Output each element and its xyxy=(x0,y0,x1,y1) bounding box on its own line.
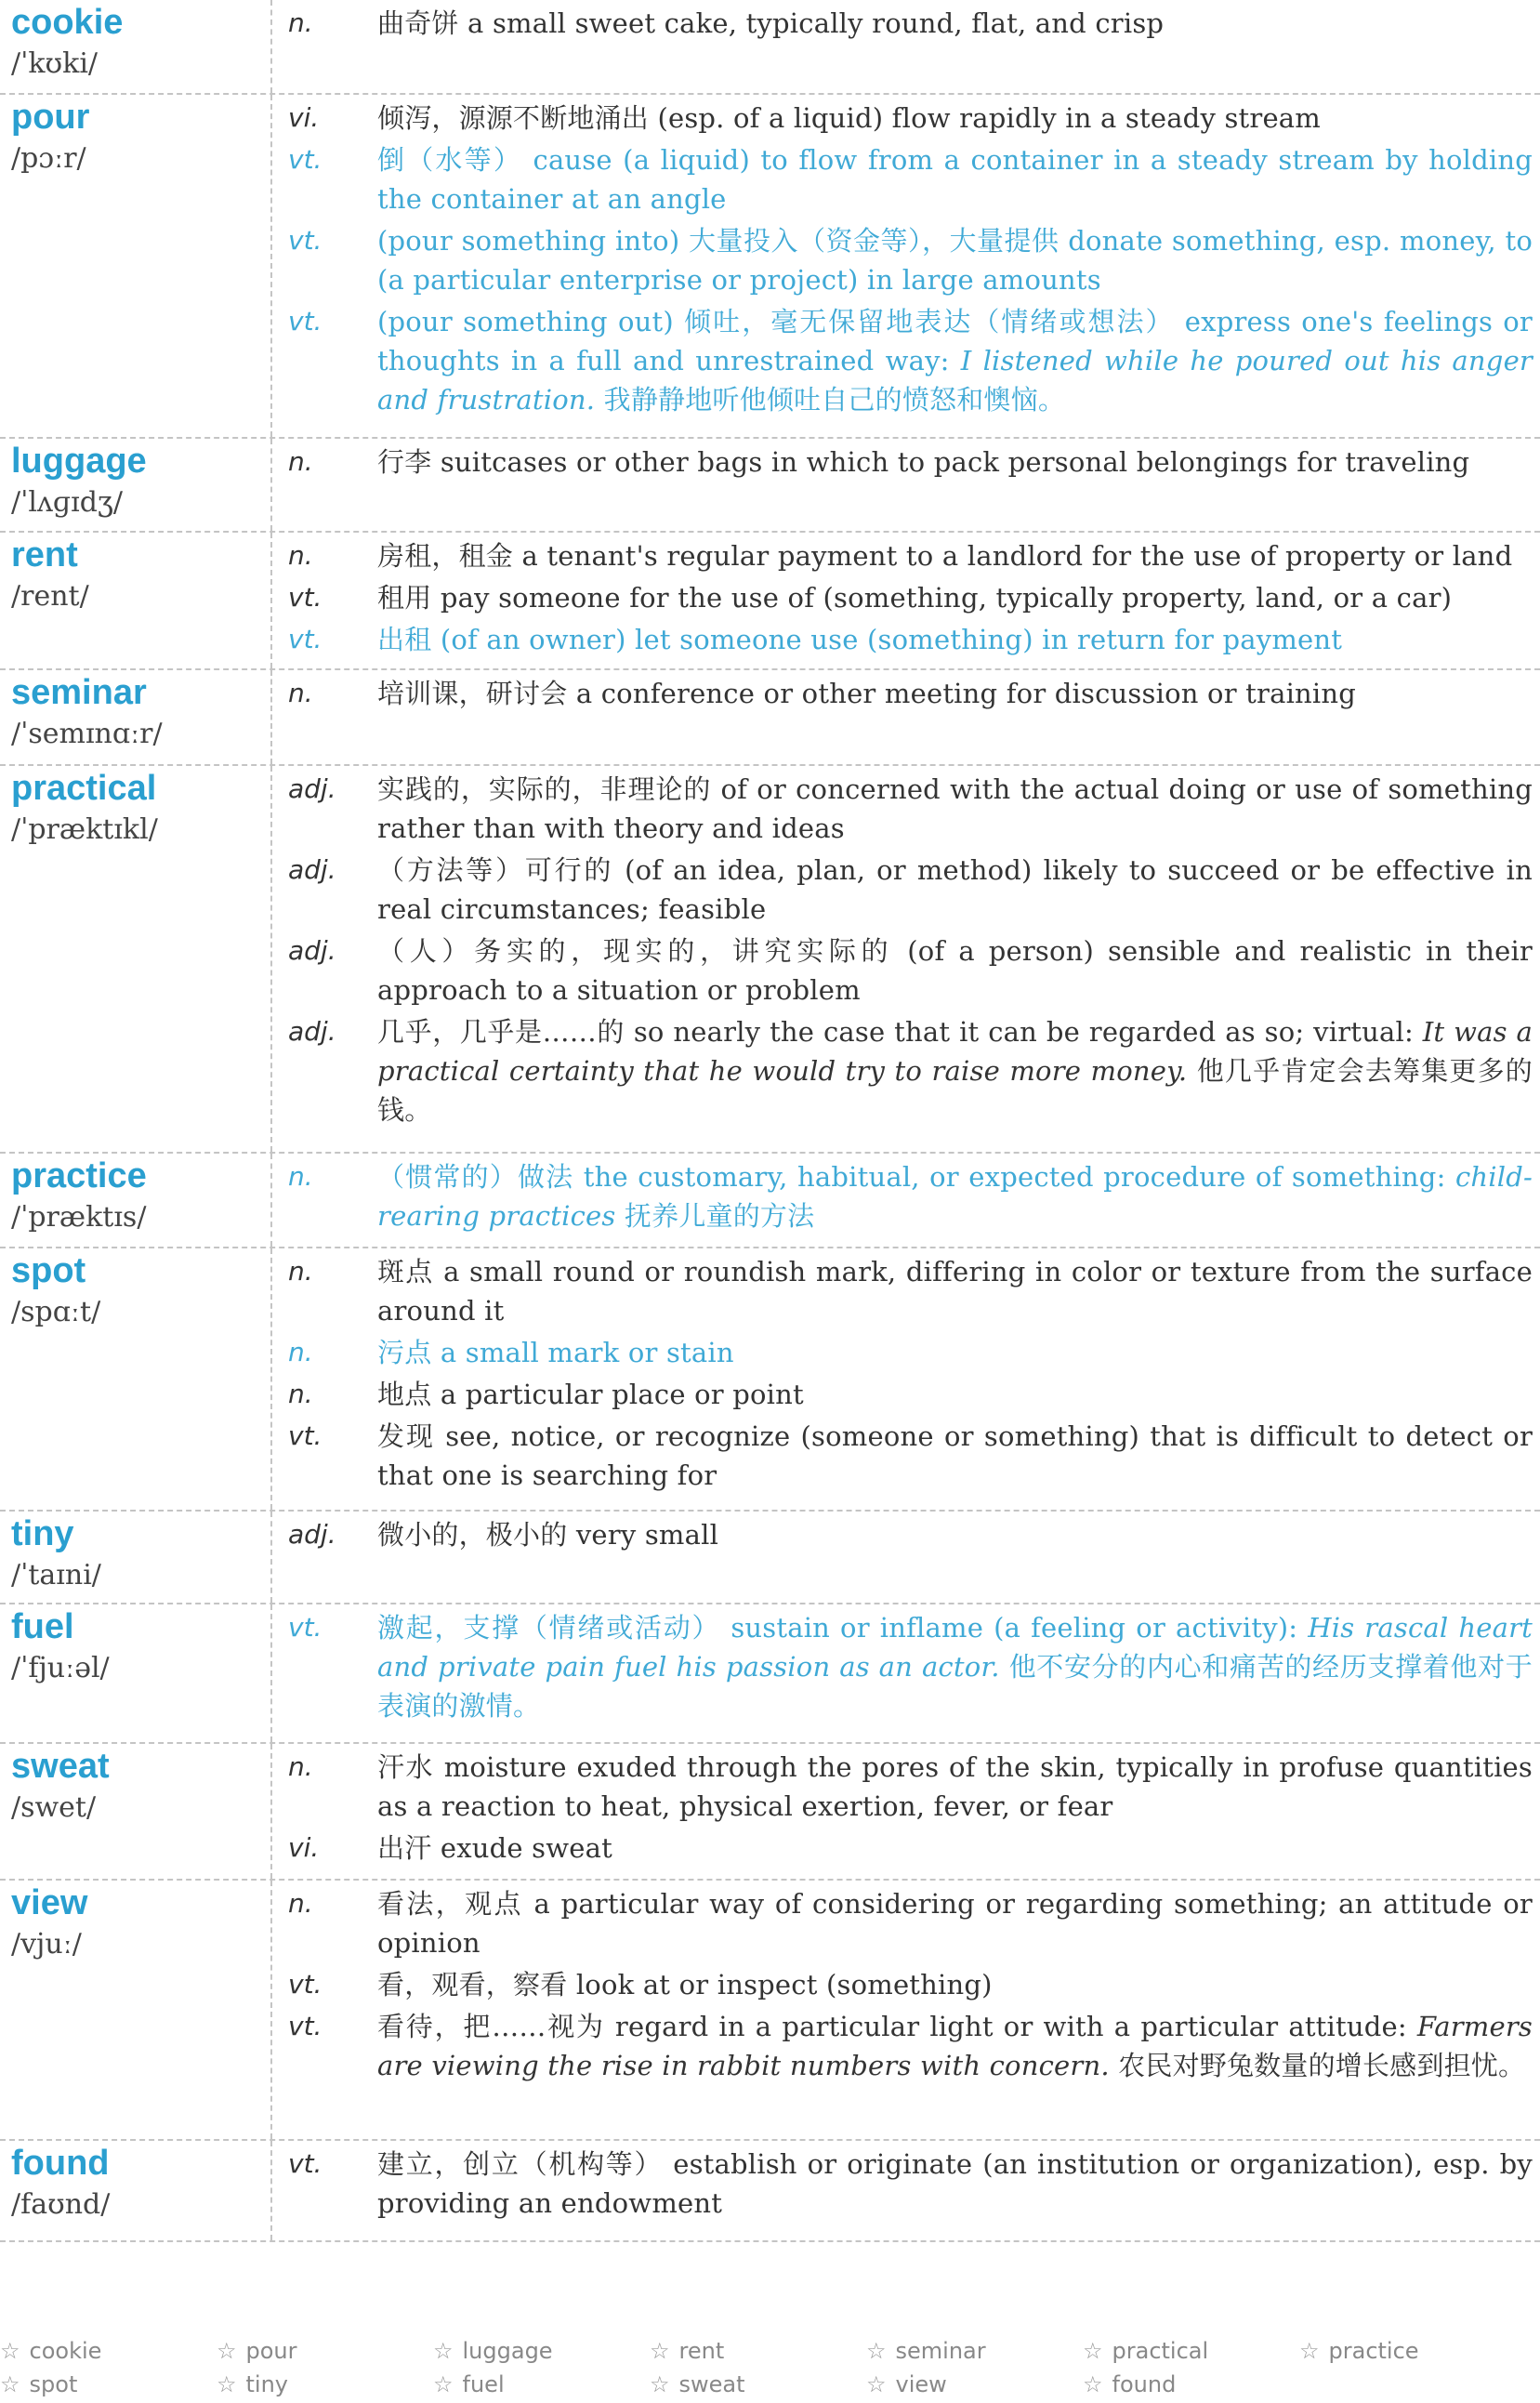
footer-word-label: cookie xyxy=(29,2338,102,2364)
footer-word-label: fuel xyxy=(462,2371,505,2397)
definition-text xyxy=(377,1829,1533,1868)
definitions-cell xyxy=(272,1154,1540,1247)
example-sentence: His rascal heart and private pain fuel his passion as an actor. xyxy=(377,1612,1533,1683)
definitions-cell xyxy=(272,1744,1540,1879)
entry-tiny xyxy=(0,1512,1540,1604)
footer-row2 xyxy=(0,2369,1540,2402)
entry-view xyxy=(0,1881,1540,2141)
footer-word[interactable] xyxy=(650,2335,866,2369)
entry-seminar xyxy=(0,670,1540,766)
definition-en: the customary, habitual, or expected procedure of something: xyxy=(583,1161,1446,1193)
footer-word-label: spot xyxy=(29,2371,78,2397)
part-of-speech: n. xyxy=(288,446,313,477)
definitions-cell xyxy=(272,766,1540,1152)
definition-text xyxy=(377,851,1533,929)
part-of-speech: n. xyxy=(288,1379,313,1409)
phonetic: /ˈpræktɪkl/ xyxy=(11,813,158,846)
definition-en: a conference or other meeting for discussion or training xyxy=(575,678,1357,709)
phonetic: /ˈsemɪnɑːr/ xyxy=(11,718,163,750)
definition-en: suitcases or other bags in which to pack personal belongings for traveling xyxy=(440,446,1470,478)
definition-text xyxy=(377,1884,1533,1962)
sense-row xyxy=(288,1965,1533,2007)
footer-word[interactable] xyxy=(217,2369,433,2402)
definition-cn: 实践的，实际的，非理论的 xyxy=(377,773,712,805)
part-of-speech: vi. xyxy=(288,102,320,133)
definition-text xyxy=(377,99,1533,138)
definition-text xyxy=(377,2145,1533,2223)
definition-en: (of an owner) let someone use (something) in return for payment xyxy=(440,624,1343,655)
star-icon: ☆ xyxy=(217,2371,237,2397)
definition-cn: （方法等）可行的 xyxy=(377,854,614,886)
definition-en: donate something, esp. money, to (a particular enterprise or project) in large amounts xyxy=(377,225,1533,296)
entry-spot xyxy=(0,1248,1540,1512)
example-sentence: Farmers are viewing the rise in rabbit numbers with concern. xyxy=(377,2011,1533,2081)
footer-word-label: luggage xyxy=(462,2338,553,2364)
sense-row xyxy=(288,1515,1533,1557)
definition-text xyxy=(377,4,1533,43)
sense-row xyxy=(288,1375,1533,1417)
part-of-speech: vt. xyxy=(288,1420,322,1451)
definition-cn: 斑点 xyxy=(377,1256,434,1287)
definitions-cell xyxy=(272,1248,1540,1510)
definition-en: sustain or inflame (a feeling or activity): xyxy=(731,1612,1298,1644)
definition-en: see, notice, or recognize (someone or something) that is difficult to detect or that one is searching for xyxy=(377,1420,1533,1491)
headword: spot xyxy=(11,1251,86,1290)
definition-cn: 出汗 xyxy=(377,1832,432,1864)
star-icon: ☆ xyxy=(1083,2338,1103,2364)
sense-row xyxy=(288,442,1533,484)
sense-row xyxy=(288,674,1533,716)
word-index-footer xyxy=(0,2335,1540,2403)
footer-word[interactable] xyxy=(1083,2335,1299,2369)
definition-cn: 激起，支撑（情绪或活动） xyxy=(377,1612,721,1644)
star-icon: ☆ xyxy=(650,2338,670,2364)
headword-cell xyxy=(0,1881,272,2139)
definition-en: very small xyxy=(575,1519,719,1551)
sense-row xyxy=(288,1884,1533,1965)
phonetic: /ˈpræktɪs/ xyxy=(11,1201,147,1234)
definition-en: exude sweat xyxy=(440,1832,612,1864)
star-icon: ☆ xyxy=(433,2338,454,2364)
definition-cn: 曲奇饼 xyxy=(377,7,459,39)
part-of-speech: vt. xyxy=(288,1969,322,2000)
definition-cn: （人）务实的，现实的，讲究实际的 xyxy=(377,935,894,967)
definition-cn: 污点 xyxy=(377,1337,432,1368)
definition-en: moisture exuded through the pores of the skin, typically in profuse quantities as a reaction to heat, physical exertion, fever, or fear xyxy=(377,1751,1533,1822)
star-icon: ☆ xyxy=(1083,2371,1103,2397)
phonetic: /ˈkʊki/ xyxy=(11,47,99,80)
definition-en: pay someone for the use of (something, typically property, land, or a car) xyxy=(440,582,1453,614)
definition-en: (of an idea, plan, or method) likely to succeed or be effective in real circumstances; feasible xyxy=(377,854,1533,925)
definition-en: cause (a liquid) to flow from a container in a steady stream by holding the container at an angle xyxy=(377,144,1533,215)
definition-en: a small round or roundish mark, differing in color or texture from the surface around it xyxy=(377,1256,1533,1327)
definition-en: a tenant's regular payment to a landlord for the use of property or land xyxy=(521,540,1513,572)
headword: seminar xyxy=(11,673,147,712)
sense-row xyxy=(288,1333,1533,1375)
headword: practical xyxy=(11,769,157,808)
headword: view xyxy=(11,1883,88,1922)
sense-row xyxy=(288,1608,1533,1728)
example-sentence: child-rearing practices xyxy=(377,1161,1533,1232)
entry-practical xyxy=(0,766,1540,1154)
phonetic: /faʊnd/ xyxy=(11,2188,111,2221)
sense-row xyxy=(288,1748,1533,1829)
definition-cn: (pour something out) 倾吐，毫无保留地表达（情绪或想法） xyxy=(377,306,1175,337)
definitions-cell xyxy=(272,2141,1540,2240)
headword: pour xyxy=(11,98,90,137)
footer-word[interactable] xyxy=(0,2369,217,2402)
footer-word-label: tiny xyxy=(245,2371,289,2397)
part-of-speech: n. xyxy=(288,678,313,708)
footer-word-label: rent xyxy=(678,2338,725,2364)
part-of-speech: vt. xyxy=(288,624,322,654)
footer-word[interactable] xyxy=(0,2335,217,2369)
definition-cn: 微小的，极小的 xyxy=(377,1519,568,1551)
star-icon: ☆ xyxy=(0,2338,20,2364)
phonetic: /spɑːt/ xyxy=(11,1296,101,1328)
part-of-speech: adj. xyxy=(288,854,336,885)
definition-en: (esp. of a liquid) flow rapidly in a steady stream xyxy=(657,102,1321,134)
footer-word[interactable] xyxy=(650,2369,866,2402)
sense-row xyxy=(288,1157,1533,1238)
phonetic: /rent/ xyxy=(11,580,89,613)
footer-word-label: practice xyxy=(1328,2338,1419,2364)
entry-rent xyxy=(0,533,1540,670)
definition-text xyxy=(377,221,1533,299)
sense-row xyxy=(288,770,1533,851)
definitions-cell xyxy=(272,1512,1540,1603)
footer-word-label: sweat xyxy=(678,2371,745,2397)
sense-row xyxy=(288,620,1533,662)
definition-en: of or concerned with the actual doing or use of something rather than with theory and ideas xyxy=(377,773,1533,844)
phonetic: /swet/ xyxy=(11,1791,97,1824)
footer-word[interactable] xyxy=(1083,2369,1299,2402)
star-icon: ☆ xyxy=(1299,2338,1320,2364)
entry-found xyxy=(0,2141,1540,2242)
definition-text xyxy=(377,674,1533,713)
definition-cn: 租用 xyxy=(377,582,432,614)
sense-row xyxy=(288,2145,1533,2225)
definition-en: a small mark or stain xyxy=(440,1337,734,1368)
definition-en: (of a person) sensible and realistic in their approach to a situation or problem xyxy=(377,935,1533,1006)
part-of-speech: vi. xyxy=(288,1832,320,1863)
definition-text xyxy=(377,931,1533,1010)
sense-row xyxy=(288,578,1533,620)
definition-en: a small sweet cake, typically round, flat, and crisp xyxy=(467,7,1165,39)
footer-word-label: pour xyxy=(245,2338,297,2364)
definition-text xyxy=(377,1333,1533,1372)
headword-cell xyxy=(0,1744,272,1879)
definition-cn: 建立，创立（机构等） xyxy=(377,2148,664,2180)
definition-text xyxy=(377,1157,1533,1235)
headword-cell xyxy=(0,766,272,1152)
footer-word-label: seminar xyxy=(895,2338,986,2364)
sense-row xyxy=(288,4,1533,46)
star-icon: ☆ xyxy=(866,2371,887,2397)
headword-cell xyxy=(0,0,272,93)
definition-text xyxy=(377,1515,1533,1554)
definition-cn: 看法，观点 xyxy=(377,1888,523,1920)
sense-row xyxy=(288,2007,1533,2088)
definition-en: a particular way of considering or regarding something; an attitude or opinion xyxy=(377,1888,1533,1959)
entry-pour xyxy=(0,95,1540,439)
definition-text xyxy=(377,442,1533,482)
definition-text xyxy=(377,1012,1533,1129)
phonetic: /pɔːr/ xyxy=(11,142,86,175)
phonetic: /ˈlʌɡɪdʒ/ xyxy=(11,486,123,519)
sense-row xyxy=(288,536,1533,578)
definition-text xyxy=(377,578,1533,617)
phonetic: /vjuː/ xyxy=(11,1928,82,1961)
definition-en: a particular place or point xyxy=(440,1379,804,1410)
definition-cn: 看，观看，察看 xyxy=(377,1969,568,2000)
definition-text xyxy=(377,1375,1533,1414)
definition-en: regard in a particular light or with a particular attitude: xyxy=(614,2011,1407,2042)
part-of-speech: adj. xyxy=(288,773,336,804)
entry-luggage xyxy=(0,439,1540,533)
headword: found xyxy=(11,2144,110,2183)
definition-text xyxy=(377,1252,1533,1330)
definition-cn: 地点 xyxy=(377,1379,432,1410)
example-translation: 他几乎肯定会去筹集更多的钱。 xyxy=(377,1055,1533,1126)
definition-text xyxy=(377,140,1533,218)
definition-text xyxy=(377,536,1533,575)
part-of-speech: n. xyxy=(288,1751,313,1782)
headword: fuel xyxy=(11,1607,74,1646)
example-translation: 我静静地听他倾吐自己的愤怒和懊恼。 xyxy=(603,384,1066,416)
definition-en: express one's feelings or thoughts in a full and unrestrained way: xyxy=(377,306,1533,376)
sense-row xyxy=(288,931,1533,1012)
definition-en: so nearly the case that it can be regarded as so; virtual: xyxy=(633,1016,1414,1048)
headword-cell xyxy=(0,439,272,531)
footer-word[interactable] xyxy=(433,2335,650,2369)
definitions-cell xyxy=(272,1881,1540,2139)
sense-row xyxy=(288,851,1533,931)
star-icon: ☆ xyxy=(650,2371,670,2397)
headword-cell xyxy=(0,1512,272,1603)
sense-row xyxy=(288,1012,1533,1132)
headword: cookie xyxy=(11,3,124,42)
footer-word-label: found xyxy=(1112,2371,1177,2397)
star-icon: ☆ xyxy=(433,2371,454,2397)
entry-fuel xyxy=(0,1604,1540,1744)
part-of-speech: n. xyxy=(288,1337,313,1367)
headword: practice xyxy=(11,1156,147,1195)
footer-word-label: practical xyxy=(1112,2338,1209,2364)
sense-row xyxy=(288,1829,1533,1870)
entry-practice xyxy=(0,1154,1540,1248)
part-of-speech: vt. xyxy=(288,225,322,256)
example-sentence: I listened while he poured out his anger and frustration. xyxy=(377,345,1533,416)
footer-word-label: view xyxy=(895,2371,947,2397)
phonetic: /ˈfjuːəl/ xyxy=(11,1652,110,1684)
headword-cell xyxy=(0,670,272,764)
entry-sweat xyxy=(0,1744,1540,1881)
definitions-cell xyxy=(272,670,1540,764)
part-of-speech: adj. xyxy=(288,935,336,966)
definition-text xyxy=(377,2007,1533,2085)
definition-cn: （惯常的）做法 xyxy=(377,1161,574,1193)
part-of-speech: n. xyxy=(288,1256,313,1287)
headword-cell xyxy=(0,1604,272,1742)
definition-cn: 倾泻，源源不断地涌出 xyxy=(377,102,650,134)
entry-cookie xyxy=(0,0,1540,95)
part-of-speech: n. xyxy=(288,1888,313,1919)
footer-row1 xyxy=(0,2335,1540,2369)
example-translation: 抚养儿童的方法 xyxy=(624,1200,815,1232)
sense-row xyxy=(288,1417,1533,1498)
example-translation: 他不安分的内心和痛苦的经历支撑着他对于表演的激情。 xyxy=(377,1651,1533,1722)
definition-text xyxy=(377,770,1533,848)
definition-cn: 出租 xyxy=(377,624,432,655)
definitions-cell xyxy=(272,439,1540,531)
phonetic: /ˈtaɪni/ xyxy=(11,1559,101,1591)
footer-word[interactable] xyxy=(217,2335,433,2369)
definition-cn: 培训课，研讨会 xyxy=(377,678,568,709)
part-of-speech: vt. xyxy=(288,2148,322,2179)
definitions-cell xyxy=(272,95,1540,437)
definition-text xyxy=(377,620,1533,659)
footer-word[interactable] xyxy=(866,2335,1083,2369)
headword-cell xyxy=(0,1154,272,1247)
definition-text xyxy=(377,1608,1533,1725)
part-of-speech: vt. xyxy=(288,306,322,337)
headword: rent xyxy=(11,535,78,574)
star-icon: ☆ xyxy=(217,2338,237,2364)
example-translation: 农民对野兔数量的增长感到担忧。 xyxy=(1118,2050,1526,2081)
part-of-speech: vt. xyxy=(288,2011,322,2041)
definition-cn: 汗水 xyxy=(377,1751,434,1783)
definition-cn: 行李 xyxy=(377,446,432,478)
part-of-speech: vt. xyxy=(288,582,322,613)
definition-cn: 房租，租金 xyxy=(377,540,514,572)
sense-row xyxy=(288,140,1533,221)
definitions-cell xyxy=(272,0,1540,93)
example-sentence: It was a practical certainty that he would try to raise more money. xyxy=(377,1016,1533,1087)
definition-text xyxy=(377,1748,1533,1826)
sense-row xyxy=(288,99,1533,140)
part-of-speech: n. xyxy=(288,1161,313,1192)
part-of-speech: n. xyxy=(288,7,313,38)
definition-en: look at or inspect (something) xyxy=(575,1969,993,2000)
part-of-speech: vt. xyxy=(288,144,322,175)
definitions-cell xyxy=(272,1604,1540,1742)
definition-text xyxy=(377,302,1533,419)
footer-word[interactable] xyxy=(433,2369,650,2402)
definition-en: establish or originate (an institution or organization), esp. by providing an endowment xyxy=(377,2148,1533,2219)
headword: sweat xyxy=(11,1747,110,1786)
headword-cell xyxy=(0,2141,272,2240)
definition-cn: (pour something into) 大量投入（资金等），大量提供 xyxy=(377,225,1060,257)
footer-word[interactable] xyxy=(866,2369,1083,2402)
sense-row xyxy=(288,221,1533,302)
part-of-speech: vt. xyxy=(288,1612,322,1643)
footer-word[interactable] xyxy=(1299,2335,1516,2369)
part-of-speech: n. xyxy=(288,540,313,571)
headword-cell xyxy=(0,95,272,437)
definition-cn: 发现 xyxy=(377,1420,435,1452)
definition-text xyxy=(377,1965,1533,2004)
part-of-speech: adj. xyxy=(288,1519,336,1550)
headword-cell xyxy=(0,533,272,668)
star-icon: ☆ xyxy=(0,2371,20,2397)
definition-cn: 倒（水等） xyxy=(377,144,523,176)
headword: luggage xyxy=(11,442,147,481)
definitions-cell xyxy=(272,533,1540,668)
definition-cn: 几乎，几乎是……的 xyxy=(377,1016,625,1048)
star-icon: ☆ xyxy=(866,2338,887,2364)
sense-row xyxy=(288,1252,1533,1333)
headword: tiny xyxy=(11,1514,74,1553)
part-of-speech: adj. xyxy=(288,1016,336,1047)
headword-cell xyxy=(0,1248,272,1510)
sense-row xyxy=(288,302,1533,422)
definition-cn: 看待，把……视为 xyxy=(377,2011,605,2042)
definition-text xyxy=(377,1417,1533,1495)
